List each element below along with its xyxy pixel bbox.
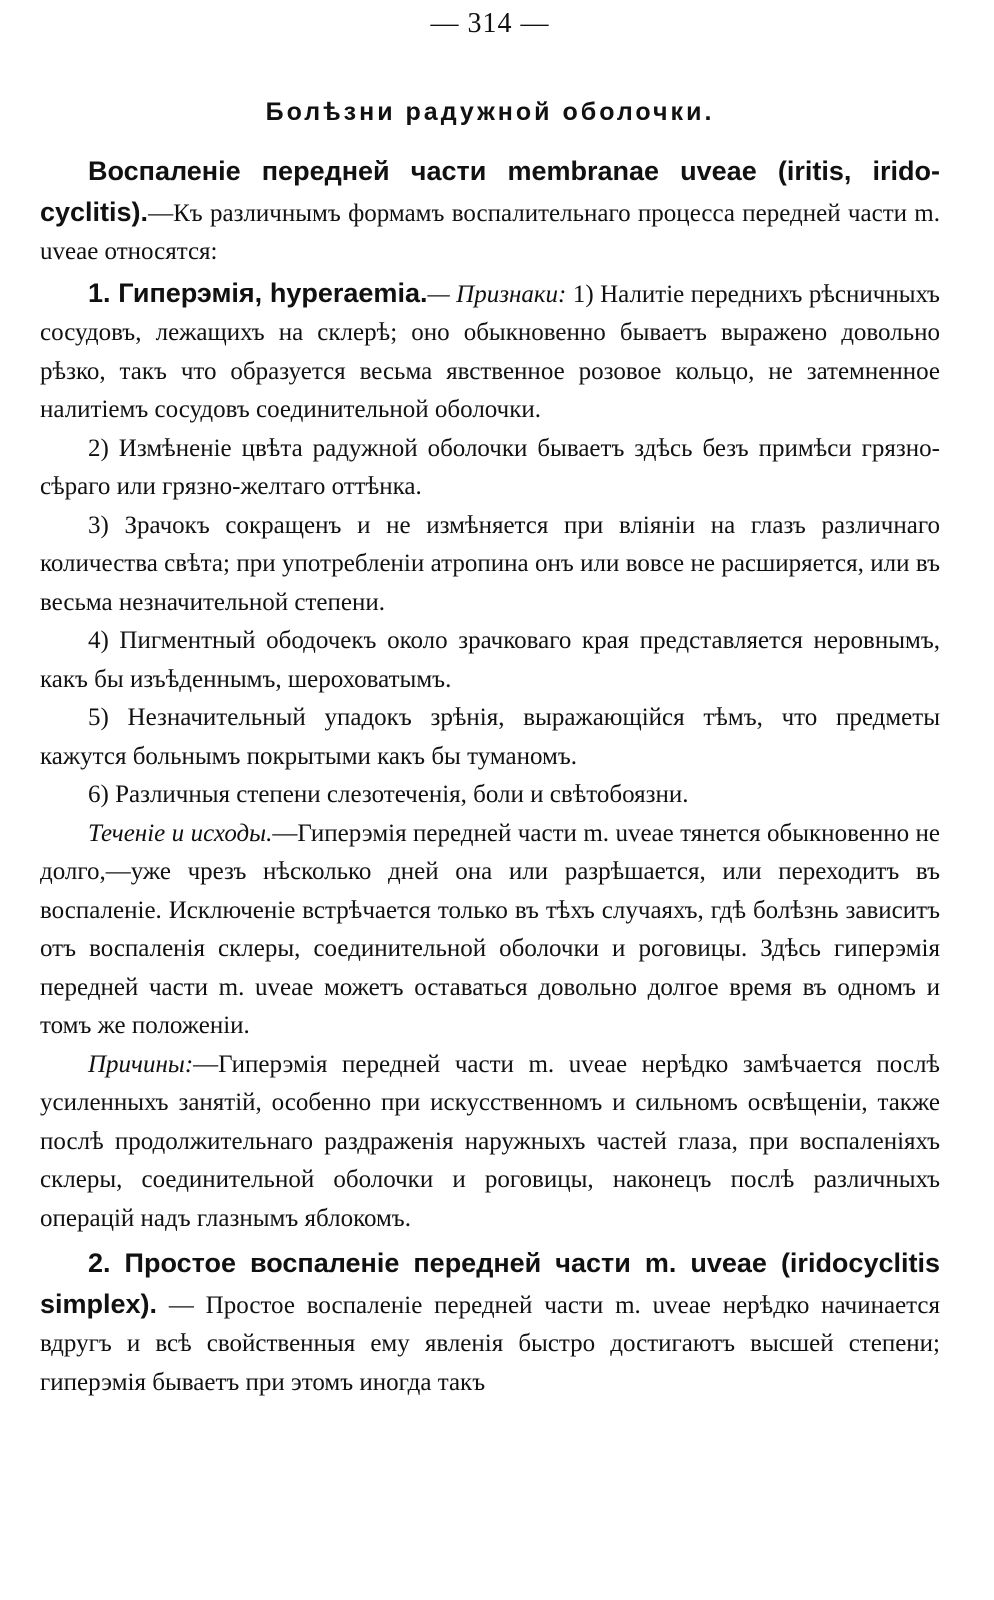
- intro-heading: Воспаленіе передней части membranae uveae (iritis, irido-cyclitis).: [40, 156, 940, 227]
- causes-text: —Гиперэмія передней части m. uveae нерѣдко замѣчается послѣ усиленныхъ занятій, особенно при искусственномъ и сильномъ освѣщеніи, также послѣ продолжительнаго раздраженія наружныхъ частей глаза, при воспаленіяхъ склеры, соединительной оболочки и роговицы, наконецъ послѣ различныхъ операцій надъ глазнымъ яблокомъ.: [40, 1050, 940, 1232]
- causes-paragraph: [40, 1046, 940, 1239]
- signs-label: — Признаки:: [427, 280, 567, 308]
- sign-6: 6) Различныя степени слезотеченія, боли и свѣтобоязни.: [88, 781, 689, 808]
- hyperaemia-heading: 1. Гиперэмія, hyperaemia.: [88, 277, 428, 308]
- sign-2: 2) Измѣненіе цвѣта радужной оболочки бываетъ здѣсь безъ примѣси грязно-сѣраго или грязно-желтаго оттѣнка.: [40, 434, 940, 500]
- course-text: —Гиперэмія передней части m. uveae тянется обыкновенно не долго,—уже чрезъ нѣсколько дней она или разрѣшается, или переходитъ въ воспаленіе. Исключеніе встрѣчается только въ тѣхъ случаяхъ, гдѣ болѣзнь зависитъ отъ воспаленія склеры, соединительной оболочки и роговицы. Здѣсь гиперэмія передней части m. uveae можетъ оставаться довольно долгое время въ одномъ и томъ же положеніи.: [40, 819, 940, 1039]
- section-title: Болѣзни радужной оболочки.: [265, 98, 715, 126]
- sign-5: 5) Незначительный упадокъ зрѣнія, выражающійся тѣмъ, что предметы кажутся больнымъ покрытыми какъ бы туманомъ.: [40, 704, 940, 770]
- simple-heading: 2. Простое воспаленіе передней части m. uveae (iridocyclitis simplex).: [40, 1248, 940, 1319]
- hyperaemia-paragraph: [40, 274, 940, 430]
- book-page: [40, 0, 940, 1402]
- intro-text: —Къ различнымъ формамъ воспалительнаго процесса передней части m. uveae относятся:: [40, 199, 940, 265]
- causes-label: Причины:: [88, 1050, 194, 1078]
- sign-4: 4) Пигментный ободочекъ около зрачковаго края представляется неровнымъ, какъ бы изъѣденнымъ, шероховатымъ.: [40, 627, 940, 693]
- simple-text: — Простое воспаленіе передней части m. uveae нерѣдко начинается вдругъ и всѣ свойственныя ему явленія быстро достигаютъ высшей степени; гиперэмія бываетъ при этомъ иногда такъ: [40, 1291, 940, 1396]
- simple-paragraph: [40, 1244, 940, 1402]
- course-paragraph: [40, 815, 940, 1046]
- page-number: — 314 —: [430, 8, 550, 39]
- sign-3: 3) Зрачокъ сокращенъ и не измѣняется при вліяніи на глазъ различнаго количества свѣта; при употребленіи атропина онъ или вовсе не расширяется, или въ весьма незначительной степени.: [40, 511, 940, 616]
- intro-paragraph: [40, 152, 940, 272]
- sign-1: 1) Налитіе переднихъ рѣсничныхъ сосудовъ, лежащихъ на склерѣ; оно обыкновенно бываетъ выражено довольно рѣзко, такъ что образуется весьма явственное розовое кольцо, не затемненное налитіемъ сосудовъ соединительной оболочки.: [40, 280, 940, 423]
- course-label: Теченіе и исходы.: [88, 819, 273, 847]
